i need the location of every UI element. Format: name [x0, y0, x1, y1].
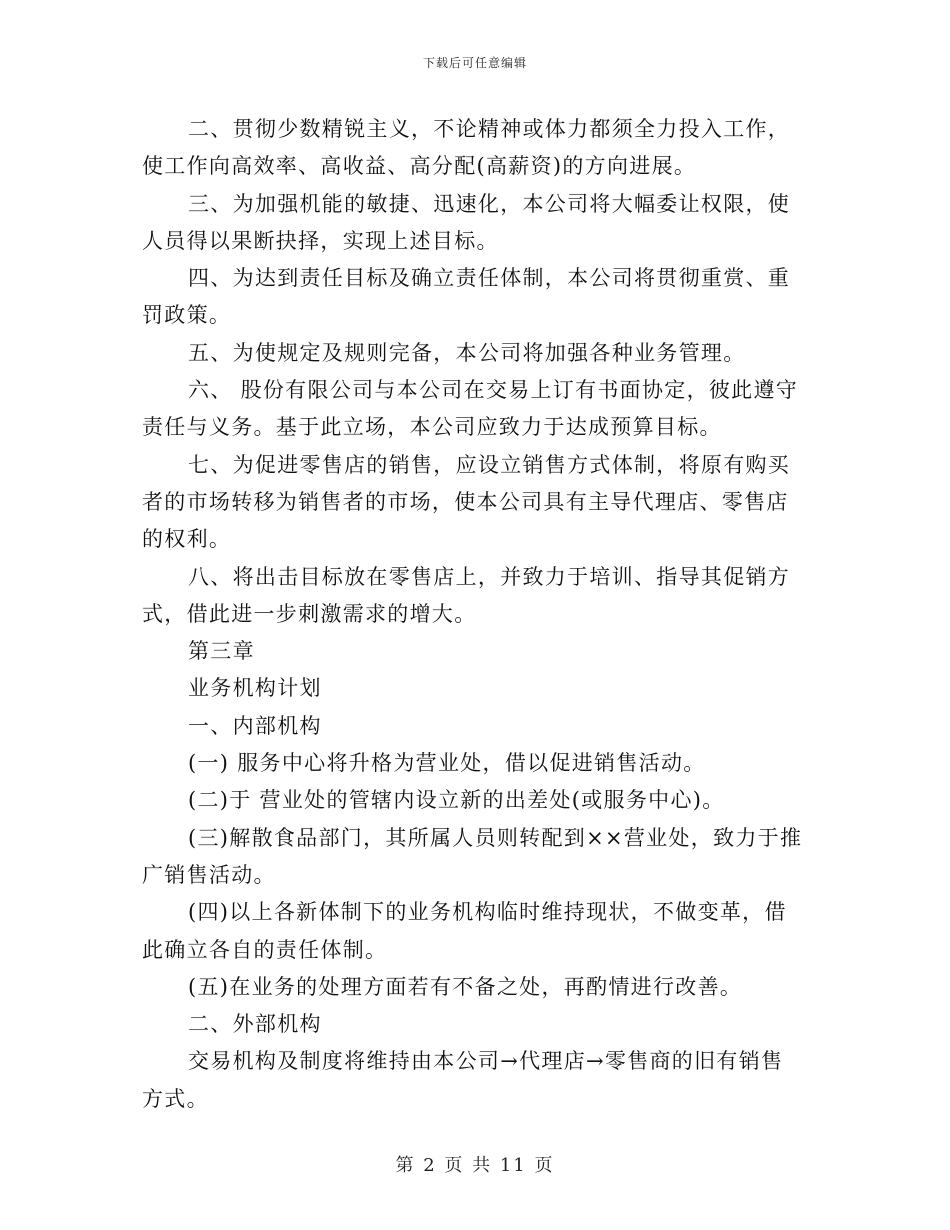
internal-item-4: (四)以上各新体制下的业务机构临时维持现状，不做变革，借此确立各自的责任体制。: [142, 900, 787, 962]
paragraph-item-7: 七、为促进零售店的销售，应设立销售方式体制，将原有购买者的市场转移为销售者的市场，使本公司具有主导代理店、零售店的权利。: [142, 452, 791, 552]
external-item-text: 交易机构及制度将维持由本公司→代理店→零售商的旧有销售方式。: [142, 1049, 784, 1111]
internal-item-1: (一) 服务中心将升格为营业处，借以促进销售活动。: [188, 751, 706, 776]
paragraph-item-3: 三、为加强机能的敏捷、迅速化，本公司将大幅委让权限，使人员得以果断抉择，实现上述目标。: [142, 191, 791, 253]
chapter-number: 第三章: [188, 639, 255, 664]
internal-item-5: (五)在业务的处理方面若有不备之处，再酌情进行改善。: [188, 974, 743, 999]
internal-item-3: (三)解散食品部门，其所属人员则转配到××营业处，致力于推广销售活动。: [142, 825, 803, 887]
internal-item-2: (二)于 营业处的管辖内设立新的出差处(或服务中心)。: [188, 788, 725, 813]
paragraph-item-8: 八、将出击目标放在零售店上，并致力于培训、指导其促销方式，借此进一步刺激需求的增大。: [142, 564, 791, 626]
chapter-title: 业务机构计划: [188, 676, 322, 701]
paragraph-item-2: 二、贯彻少数精锐主义，不论精神或体力都须全力投入工作，使工作向高效率、高收益、高分配(高薪资)的方向进展。: [142, 117, 791, 179]
paragraph-item-4: 四、为达到责任目标及确立责任体制，本公司将贯彻重赏、重罚政策。: [142, 266, 791, 328]
paragraph-item-5: 五、为使规定及规则完备，本公司将加强各种业务管理。: [188, 340, 746, 365]
document-body: [142, 111, 804, 1118]
page-footer: 第 2 页 共 11 页: [395, 1155, 555, 1176]
paragraph-item-6: 六、 股份有限公司与本公司在交易上订有书面协定，彼此遵守责任与义务。基于此立场，本公司应致力于达成预算目标。: [142, 378, 799, 440]
page-header: 下载后可任意编辑: [422, 56, 527, 70]
section-external-heading: 二、外部机构: [188, 1012, 322, 1037]
section-internal-heading: 一、内部机构: [188, 713, 322, 738]
